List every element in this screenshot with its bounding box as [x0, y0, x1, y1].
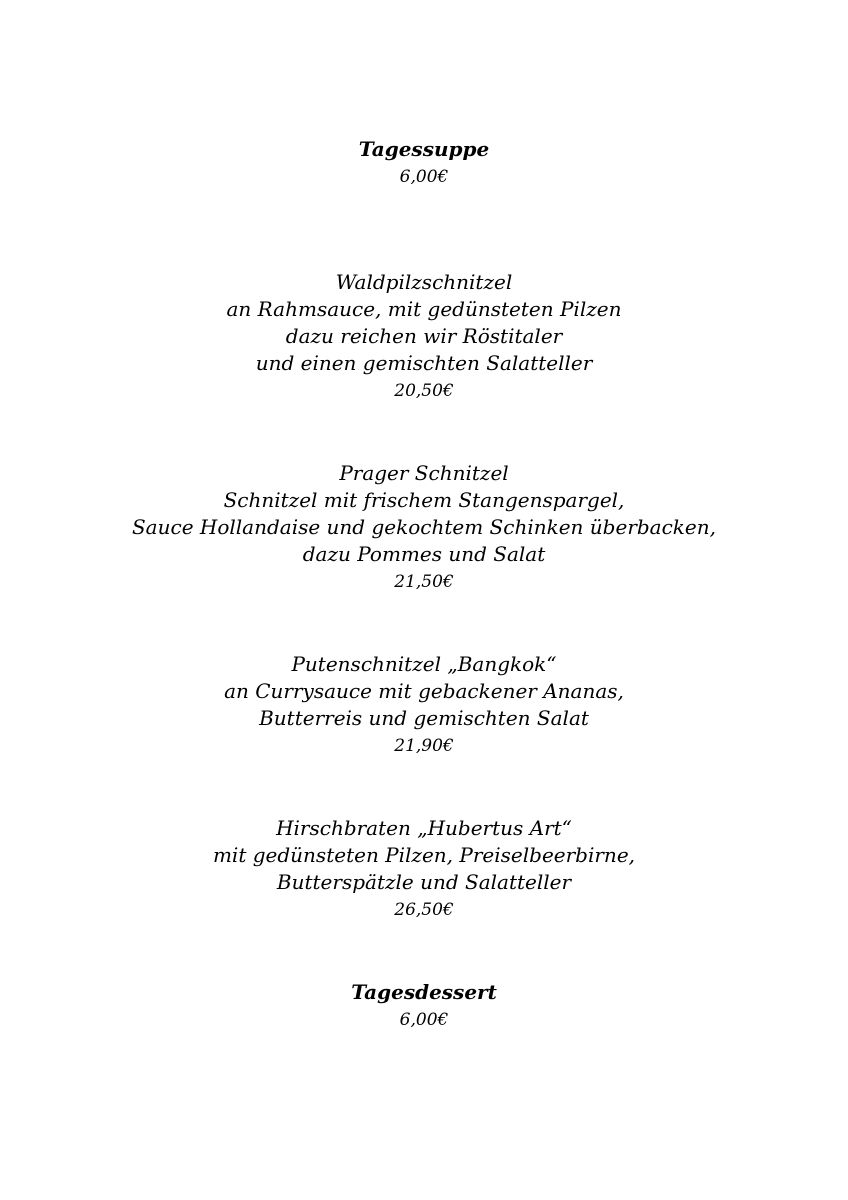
soup-section: [0, 136, 848, 191]
dish-waldpilzschnitzel: [0, 269, 848, 405]
soup-title: Tagessuppe: [358, 137, 490, 161]
dish-name: Waldpilzschnitzel: [335, 270, 513, 294]
dish-prager-schnitzel: [0, 460, 848, 596]
dish-description-line: Butterreis und gemischten Salat: [259, 706, 589, 730]
soup-price: 6,00€: [399, 167, 449, 187]
dish-description-line: an Rahmsauce, mit gedünsteten Pilzen: [226, 297, 622, 321]
dish-description-line: dazu Pommes und Salat: [302, 542, 546, 566]
dish-price: 26,50€: [394, 900, 454, 920]
dish-price: 20,50€: [394, 381, 454, 401]
dish-name: Prager Schnitzel: [339, 461, 509, 485]
dish-price: 21,90€: [394, 736, 454, 756]
dish-description-line: Sauce Hollandaise und gekochtem Schinken überbacken,: [131, 515, 716, 539]
dish-description-line: Schnitzel mit frischem Stangenspargel,: [223, 488, 625, 512]
dish-description-line: an Currysauce mit gebackener Ananas,: [224, 679, 624, 703]
dish-description-line: dazu reichen wir Röstitaler: [285, 324, 563, 348]
dessert-price: 6,00€: [399, 1010, 449, 1030]
dish-description-line: Butterspätzle und Salatteller: [276, 870, 572, 894]
dish-name: Hirschbraten „Hubertus Art“: [276, 816, 572, 840]
dessert-section: [0, 979, 848, 1034]
dish-name: Putenschnitzel „Bangkok“: [291, 652, 557, 676]
dish-description-line: und einen gemischten Salatteller: [255, 351, 593, 375]
dish-description-line: mit gedünsteten Pilzen, Preiselbeerbirne,: [212, 843, 636, 867]
dish-price: 21,50€: [394, 572, 454, 592]
dessert-title: Tagesdessert: [351, 980, 497, 1004]
dish-hirschbraten: [0, 815, 848, 924]
dish-putenschnitzel: [0, 651, 848, 760]
